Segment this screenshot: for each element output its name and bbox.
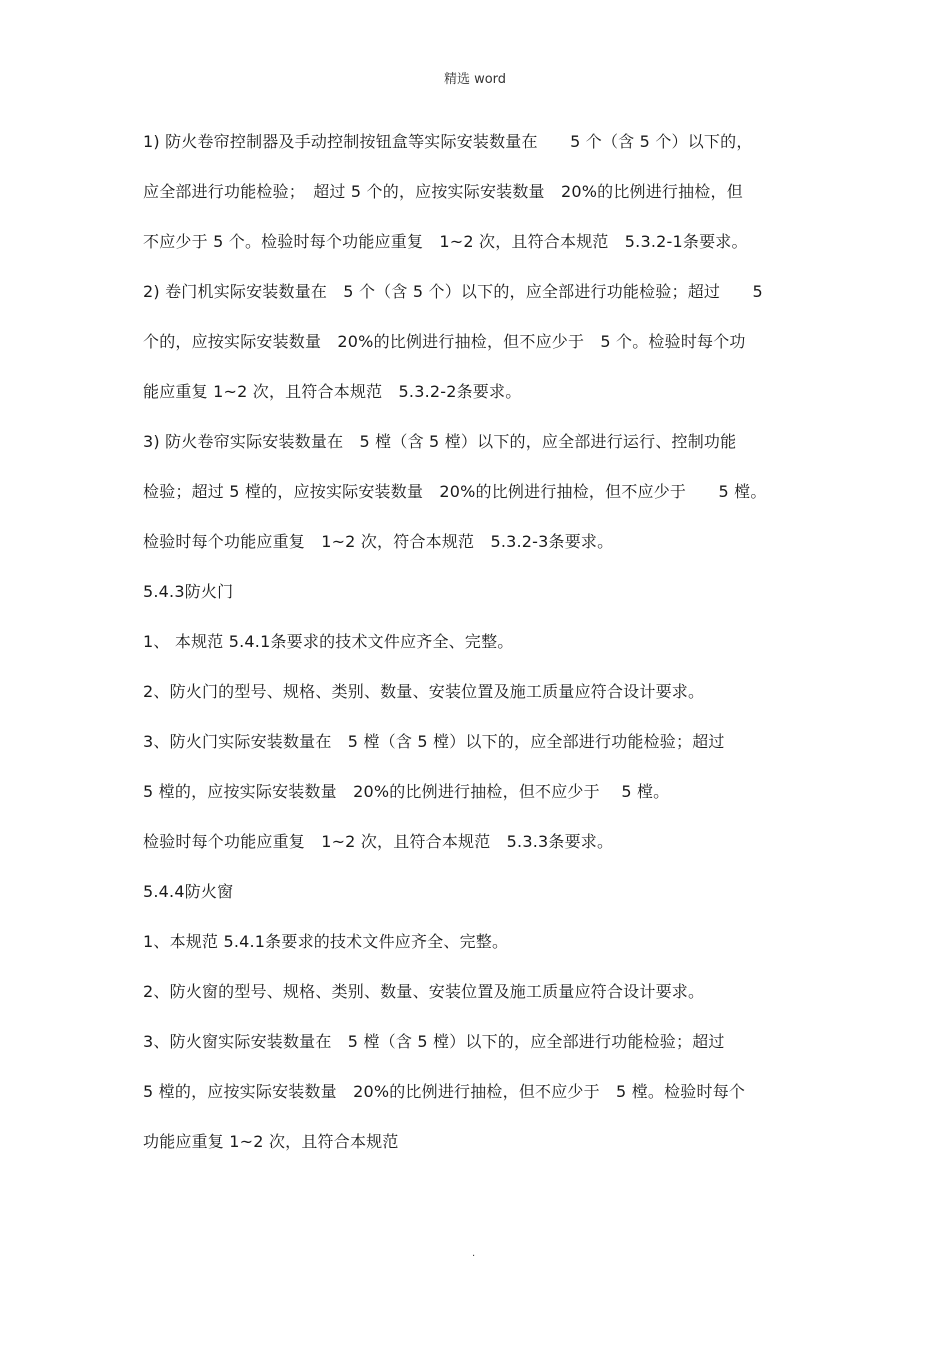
text-line-20: 5 樘的，应按实际安装数量 20%的比例进行抽检，但不应少于 5 樘。检验时每个 <box>143 1082 746 1101</box>
text-line-3: 不应少于 5 个。检验时每个功能应重复 1~2 次，且符合本规范 5.3.2-1条要求。 <box>143 232 748 251</box>
text-line-2: 应全部进行功能检验； 超过 5 个的，应按实际安装数量 20%的比例进行抽检，但 <box>143 182 743 201</box>
text-line-4: 2) 卷门机实际安装数量在 5 个（含 5 个）以下的，应全部进行功能检验；超过 5 <box>143 282 763 301</box>
text-line-11: 1、 本规范 5.4.1条要求的技术文件应齐全、完整。 <box>143 632 514 651</box>
section-heading-fire-door: 5.4.3防火门 <box>143 582 234 601</box>
text-line-19: 3、防火窗实际安装数量在 5 樘（含 5 樘）以下的，应全部进行功能检验；超过 <box>143 1032 725 1051</box>
text-line-14: 5 樘的，应按实际安装数量 20%的比例进行抽检，但不应少于 5 樘。 <box>143 782 670 801</box>
text-line-1: 1) 防火卷帘控制器及手动控制按钮盒等实际安装数量在 5 个（含 5 个）以下的， <box>143 132 753 151</box>
text-line-5: 个的，应按实际安装数量 20%的比例进行抽检，但不应少于 5 个。检验时每个功 <box>143 332 746 351</box>
text-line-21: 功能应重复 1~2 次，且符合本规范 <box>143 1132 399 1151</box>
text-line-17: 1、本规范 5.4.1条要求的技术文件应齐全、完整。 <box>143 932 509 951</box>
page-header: 精选 word <box>443 72 507 87</box>
text-line-12: 2、防火门的型号、规格、类别、数量、安装位置及施工质量应符合设计要求。 <box>143 682 705 701</box>
text-line-18: 2、防火窗的型号、规格、类别、数量、安装位置及施工质量应符合设计要求。 <box>143 982 705 1001</box>
text-line-9: 检验时每个功能应重复 1~2 次，符合本规范 5.3.2-3条要求。 <box>143 532 614 551</box>
text-line-15: 检验时每个功能应重复 1~2 次，且符合本规范 5.3.3条要求。 <box>143 832 614 851</box>
text-line-13: 3、防火门实际安装数量在 5 樘（含 5 樘）以下的，应全部进行功能检验；超过 <box>143 732 725 751</box>
text-line-6: 能应重复 1~2 次，且符合本规范 5.3.2-2条要求。 <box>143 382 522 401</box>
page-footer-mark: . <box>472 1248 476 1259</box>
text-line-7: 3) 防火卷帘实际安装数量在 5 樘（含 5 樘）以下的，应全部进行运行、控制功能 <box>143 432 737 451</box>
document-body <box>143 127 823 1177</box>
section-heading-fire-window: 5.4.4防火窗 <box>143 882 234 901</box>
text-line-8: 检验；超过 5 樘的，应按实际安装数量 20%的比例进行抽检，但不应少于 5 樘。 <box>143 482 767 501</box>
